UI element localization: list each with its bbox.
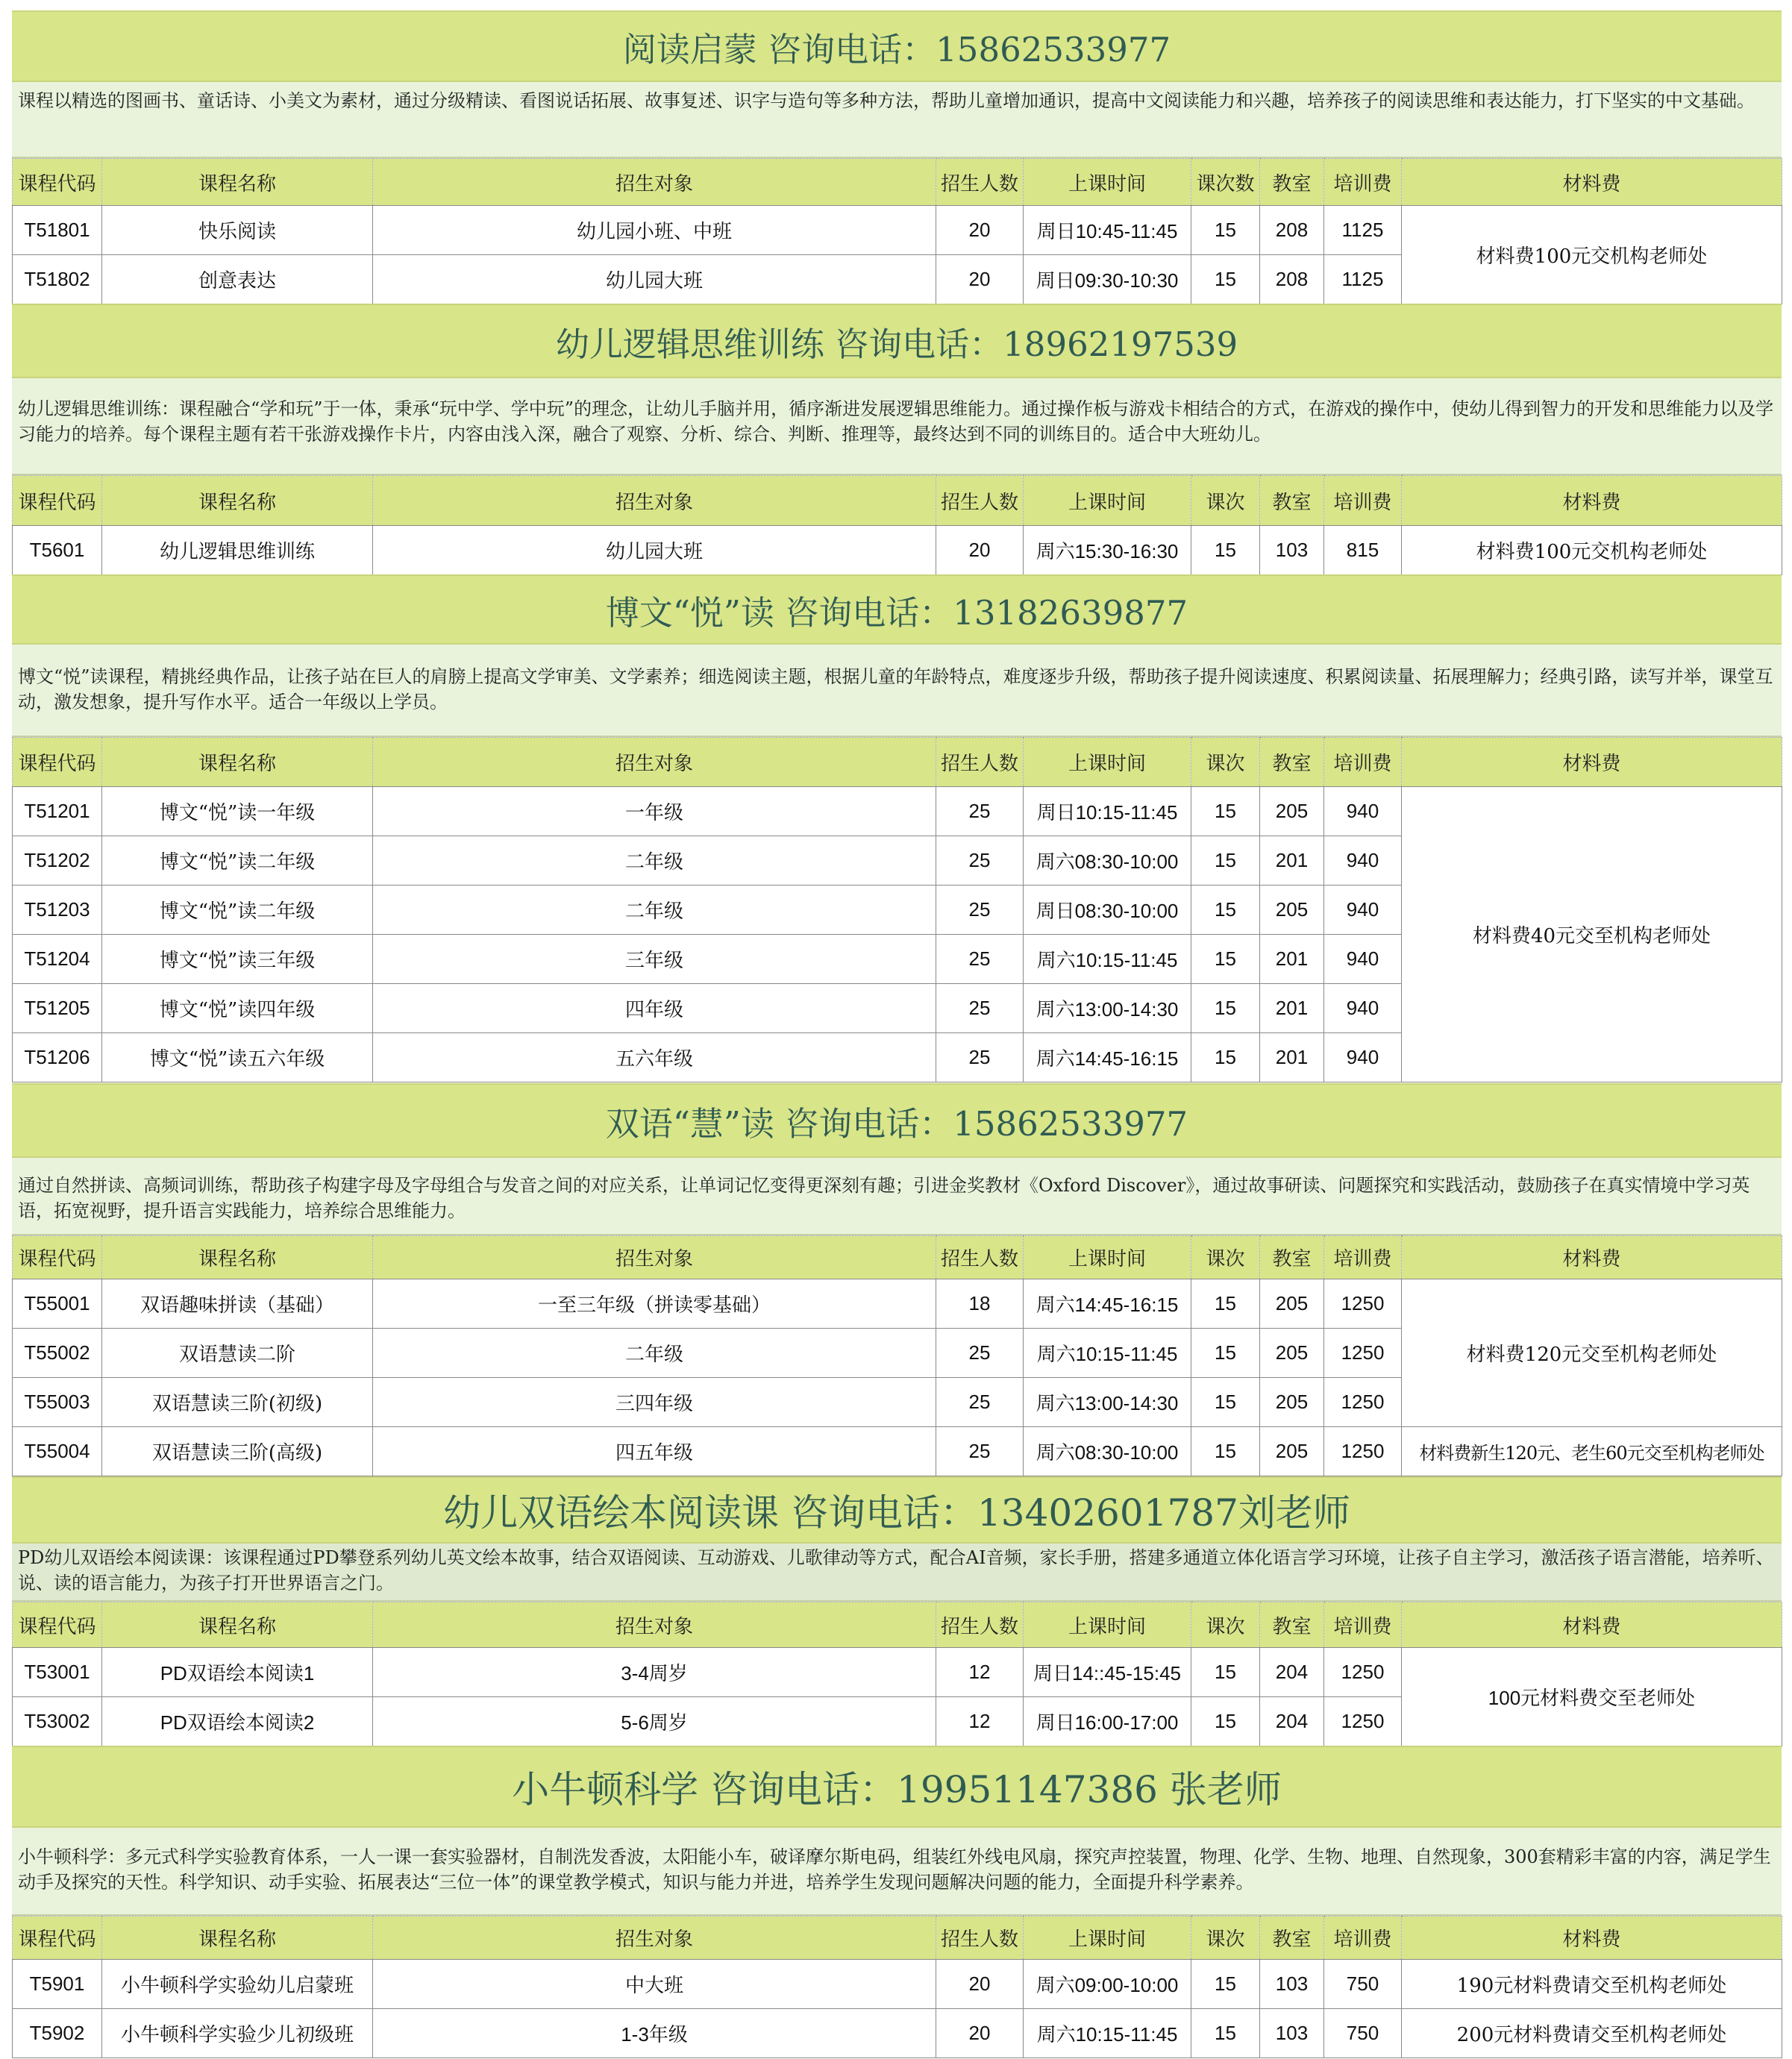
material-fee: 190元材料费请交至机构老师处 <box>1402 1960 1782 2009</box>
table-row <box>13 206 1782 255</box>
header-time: 上课时间 <box>1024 1236 1191 1279</box>
course-room: 201 <box>1260 1033 1324 1082</box>
header-name: 课程名称 <box>102 476 373 526</box>
header-room: 教室 <box>1260 1602 1324 1648</box>
course-table <box>12 475 1782 575</box>
course-code: T53002 <box>13 1697 102 1746</box>
course-time: 周日10:15-11:45 <box>1024 787 1191 836</box>
header-time: 上课时间 <box>1024 159 1191 206</box>
course-sessions: 15 <box>1191 206 1260 255</box>
course-count: 18 <box>936 1279 1024 1329</box>
course-fee: 815 <box>1324 526 1402 575</box>
course-fee: 940 <box>1324 935 1402 984</box>
course-target: 5-6周岁 <box>373 1697 936 1746</box>
course-sessions: 15 <box>1191 1648 1260 1697</box>
course-name: 博文“悦”读二年级 <box>102 836 373 886</box>
course-time: 周六15:30-16:30 <box>1024 526 1191 575</box>
course-count: 20 <box>936 206 1024 255</box>
section-description: 博文“悦”读课程，精挑经典作品，让孩子站在巨人的肩膀上提高文学审美、文学素养；细选阅读主题，根据儿童的年龄特点，难度逐步升级，帮助孩子提升阅读速度、积累阅读量、拓展理解力；经典引路，读写并举，课堂互动，激发想象，提升写作水平。适合一年级以上学员。 <box>12 645 1782 737</box>
header-target: 招生对象 <box>373 1917 936 1960</box>
course-sessions: 15 <box>1191 1033 1260 1082</box>
table-row <box>13 2009 1782 2058</box>
course-target: 1-3年级 <box>373 2009 936 2058</box>
course-sessions: 15 <box>1191 886 1260 935</box>
header-room: 教室 <box>1260 476 1324 526</box>
course-sessions: 15 <box>1191 526 1260 575</box>
course-table <box>12 1235 1782 1476</box>
course-sessions: 15 <box>1191 935 1260 984</box>
course-room: 205 <box>1260 886 1324 935</box>
course-room: 208 <box>1260 255 1324 304</box>
course-time: 周日14::45-15:45 <box>1024 1648 1191 1697</box>
header-room: 教室 <box>1260 738 1324 787</box>
header-room: 教室 <box>1260 1917 1324 1960</box>
course-name: 博文“悦”读一年级 <box>102 787 373 836</box>
course-code: T51801 <box>13 206 102 255</box>
course-target: 五六年级 <box>373 1033 936 1082</box>
course-target: 四年级 <box>373 984 936 1033</box>
section-title: 小牛顿科学 咨询电话：19951147386 张老师 <box>12 1746 1782 1828</box>
header-name: 课程名称 <box>102 159 373 206</box>
header-target: 招生对象 <box>373 1236 936 1279</box>
course-name: 小牛顿科学实验幼儿启蒙班 <box>102 1960 373 2009</box>
course-room: 201 <box>1260 836 1324 886</box>
header-count: 招生人数 <box>936 738 1024 787</box>
course-code: T51203 <box>13 886 102 935</box>
header-material: 材料费 <box>1402 1236 1782 1279</box>
course-sessions: 15 <box>1191 1697 1260 1746</box>
course-target: 四五年级 <box>373 1427 936 1476</box>
course-fee: 1250 <box>1324 1427 1402 1476</box>
course-time: 周六08:30-10:00 <box>1024 1427 1191 1476</box>
course-sessions: 15 <box>1191 255 1260 304</box>
header-fee: 培训费 <box>1324 1236 1402 1279</box>
header-room: 教室 <box>1260 1236 1324 1279</box>
course-name: 博文“悦”读五六年级 <box>102 1033 373 1082</box>
header-code: 课程代码 <box>13 1602 102 1648</box>
course-count: 12 <box>936 1648 1024 1697</box>
header-fee: 培训费 <box>1324 738 1402 787</box>
course-room: 204 <box>1260 1697 1324 1746</box>
course-name: 幼儿逻辑思维训练 <box>102 526 373 575</box>
course-room: 205 <box>1260 1427 1324 1476</box>
table-row <box>13 787 1782 836</box>
course-code: T55003 <box>13 1378 102 1427</box>
course-target: 二年级 <box>373 886 936 935</box>
course-fee: 750 <box>1324 2009 1402 2058</box>
course-name: 快乐阅读 <box>102 206 373 255</box>
course-table <box>12 1602 1782 1746</box>
course-name: 博文“悦”读三年级 <box>102 935 373 984</box>
course-time: 周六10:15-11:45 <box>1024 935 1191 984</box>
course-room: 103 <box>1260 1960 1324 2009</box>
course-time: 周六14:45-16:15 <box>1024 1279 1191 1329</box>
header-fee: 培训费 <box>1324 476 1402 526</box>
section-description: 小牛顿科学：多元式科学实验教育体系，一人一课一套实验器材，自制洗发香波，太阳能小车，破译摩尔斯电码，组装红外线电风扇，探究声控装置，物理、化学、生物、地理、自然现象，300套精彩丰富的内容，满足学生动手及探究的天性。科学知识、动手实验、拓展表达“三位一体”的课堂教学模式，知识与能力并进，培养学生发现问题解决问题的能力，全面提升科学素养。 <box>12 1828 1782 1916</box>
course-sessions: 15 <box>1191 787 1260 836</box>
material-fee: 100元材料费交至老师处 <box>1402 1648 1782 1746</box>
course-code: T51204 <box>13 935 102 984</box>
header-time: 上课时间 <box>1024 1602 1191 1648</box>
course-room: 103 <box>1260 526 1324 575</box>
header-fee: 培训费 <box>1324 1602 1402 1648</box>
header-time: 上课时间 <box>1024 476 1191 526</box>
course-table <box>12 737 1782 1082</box>
course-name: PD双语绘本阅读1 <box>102 1648 373 1697</box>
course-target: 中大班 <box>373 1960 936 2009</box>
table-row <box>13 526 1782 575</box>
course-sessions: 15 <box>1191 1427 1260 1476</box>
header-room: 教室 <box>1260 159 1324 206</box>
course-fee: 1250 <box>1324 1697 1402 1746</box>
course-room: 201 <box>1260 935 1324 984</box>
course-name: PD双语绘本阅读2 <box>102 1697 373 1746</box>
course-fee: 940 <box>1324 1033 1402 1082</box>
section-title: 阅读启蒙 咨询电话：15862533977 <box>12 10 1782 82</box>
header-name: 课程名称 <box>102 1917 373 1960</box>
header-name: 课程名称 <box>102 1602 373 1648</box>
course-count: 25 <box>936 984 1024 1033</box>
course-room: 208 <box>1260 206 1324 255</box>
course-room: 205 <box>1260 1378 1324 1427</box>
section-description: 幼儿逻辑思维训练：课程融合“学和玩”于一体，秉承“玩中学、学中玩”的理念，让幼儿手脑并用，循序渐进发展逻辑思维能力。通过操作板与游戏卡相结合的方式，在游戏的操作中，使幼儿得到智力的开发和思维能力以及学习能力的培养。每个课程主题有若干张游戏操作卡片，内容由浅入深，融合了观察、分析、综合、判断、推理等，最终达到不同的训练目的。适合中大班幼儿。 <box>12 378 1782 475</box>
material-fee: 材料费40元交至机构老师处 <box>1402 787 1782 1082</box>
course-count: 25 <box>936 1033 1024 1082</box>
header-target: 招生对象 <box>373 476 936 526</box>
course-count: 25 <box>936 935 1024 984</box>
header-name: 课程名称 <box>102 1236 373 1279</box>
course-name: 双语慧读二阶 <box>102 1329 373 1378</box>
course-table <box>12 158 1782 304</box>
course-room: 205 <box>1260 1279 1324 1329</box>
course-fee: 1125 <box>1324 206 1402 255</box>
course-room: 201 <box>1260 984 1324 1033</box>
course-fee: 750 <box>1324 1960 1402 2009</box>
course-name: 创意表达 <box>102 255 373 304</box>
header-material: 材料费 <box>1402 738 1782 787</box>
course-time: 周日08:30-10:00 <box>1024 886 1191 935</box>
course-time: 周六13:00-14:30 <box>1024 984 1191 1033</box>
course-time: 周六09:00-10:00 <box>1024 1960 1191 2009</box>
course-fee: 940 <box>1324 984 1402 1033</box>
section-description: PD幼儿双语绘本阅读课：该课程通过PD攀登系列幼儿英文绘本故事，结合双语阅读、互动游戏、儿歌律动等方式，配合AI音频，家长手册，搭建多通道立体化语言学习环境，让孩子自主学习，激活孩子语言潜能，培养听、说、读的语言能力，为孩子打开世界语言之门。 <box>12 1544 1782 1602</box>
section-description: 通过自然拼读、高频词训练，帮助孩子构建字母及字母组合与发音之间的对应关系，让单词记忆变得更深刻有趣；引进金奖教材《Oxford Discover》，通过故事研读、问题探究和实践活动，鼓励孩子在真实情境中学习英语，拓宽视野，提升语言实践能力，培养综合思维能力。 <box>12 1158 1782 1235</box>
course-time: 周六13:00-14:30 <box>1024 1378 1191 1427</box>
header-material: 材料费 <box>1402 1917 1782 1960</box>
header-fee: 培训费 <box>1324 159 1402 206</box>
course-code: T51201 <box>13 787 102 836</box>
header-material: 材料费 <box>1402 1602 1782 1648</box>
header-target: 招生对象 <box>373 159 936 206</box>
header-code: 课程代码 <box>13 1917 102 1960</box>
course-fee: 940 <box>1324 787 1402 836</box>
header-time: 上课时间 <box>1024 1917 1191 1960</box>
course-table <box>12 1916 1782 2058</box>
course-count: 25 <box>936 1427 1024 1476</box>
course-time: 周六08:30-10:00 <box>1024 836 1191 886</box>
course-count: 25 <box>936 836 1024 886</box>
course-time: 周六10:15-11:45 <box>1024 1329 1191 1378</box>
header-sessions: 课次 <box>1191 1917 1260 1960</box>
course-target: 一年级 <box>373 787 936 836</box>
table-row <box>13 1427 1782 1476</box>
course-sessions: 15 <box>1191 1960 1260 2009</box>
course-time: 周六14:45-16:15 <box>1024 1033 1191 1082</box>
course-fee: 1125 <box>1324 255 1402 304</box>
course-target: 二年级 <box>373 836 936 886</box>
course-name: 双语趣味拼读（基础） <box>102 1279 373 1329</box>
course-room: 204 <box>1260 1648 1324 1697</box>
course-time: 周日09:30-10:30 <box>1024 255 1191 304</box>
section-title: 博文“悦”读 咨询电话：13182639877 <box>12 574 1782 645</box>
course-count: 20 <box>936 255 1024 304</box>
course-time: 周六10:15-11:45 <box>1024 2009 1191 2058</box>
header-count: 招生人数 <box>936 1917 1024 1960</box>
course-target: 幼儿园大班 <box>373 255 936 304</box>
course-name: 双语慧读三阶(初级) <box>102 1378 373 1427</box>
header-time: 上课时间 <box>1024 738 1191 787</box>
course-time: 周日16:00-17:00 <box>1024 1697 1191 1746</box>
material-fee: 材料费120元交至机构老师处 <box>1402 1279 1782 1427</box>
course-sessions: 15 <box>1191 2009 1260 2058</box>
course-target: 二年级 <box>373 1329 936 1378</box>
section-description: 课程以精选的图画书、童话诗、小美文为素材，通过分级精读、看图说话拓展、故事复述、识字与造句等多种方法，帮助儿童增加通识，提高中文阅读能力和兴趣，培养孩子的阅读思维和表达能力，打下坚实的中文基础。 <box>12 82 1782 158</box>
course-target: 幼儿园大班 <box>373 526 936 575</box>
course-fee: 1250 <box>1324 1648 1402 1697</box>
course-code: T55002 <box>13 1329 102 1378</box>
header-fee: 培训费 <box>1324 1917 1402 1960</box>
course-sessions: 15 <box>1191 984 1260 1033</box>
header-sessions: 课次 <box>1191 1236 1260 1279</box>
course-fee: 940 <box>1324 886 1402 935</box>
course-count: 25 <box>936 1329 1024 1378</box>
header-name: 课程名称 <box>102 738 373 787</box>
header-sessions: 课次 <box>1191 476 1260 526</box>
course-sessions: 15 <box>1191 1279 1260 1329</box>
course-name: 博文“悦”读四年级 <box>102 984 373 1033</box>
course-name: 博文“悦”读二年级 <box>102 886 373 935</box>
header-count: 招生人数 <box>936 1602 1024 1648</box>
course-sessions: 15 <box>1191 1378 1260 1427</box>
header-code: 课程代码 <box>13 159 102 206</box>
course-count: 25 <box>936 886 1024 935</box>
header-code: 课程代码 <box>13 738 102 787</box>
course-code: T51202 <box>13 836 102 886</box>
course-code: T53001 <box>13 1648 102 1697</box>
course-room: 103 <box>1260 2009 1324 2058</box>
header-material: 材料费 <box>1402 159 1782 206</box>
course-code: T5901 <box>13 1960 102 2009</box>
course-room: 205 <box>1260 1329 1324 1378</box>
course-fee: 1250 <box>1324 1378 1402 1427</box>
course-code: T5902 <box>13 2009 102 2058</box>
course-target: 一至三年级（拼读零基础） <box>373 1279 936 1329</box>
course-count: 25 <box>936 787 1024 836</box>
course-target: 三四年级 <box>373 1378 936 1427</box>
course-count: 20 <box>936 1960 1024 2009</box>
table-row <box>13 1279 1782 1329</box>
material-fee: 材料费100元交机构老师处 <box>1402 526 1782 575</box>
header-code: 课程代码 <box>13 476 102 526</box>
course-fee: 940 <box>1324 836 1402 886</box>
section-title: 幼儿双语绘本阅读课 咨询电话：13402601787刘老师 <box>12 1476 1782 1544</box>
course-count: 12 <box>936 1697 1024 1746</box>
course-count: 25 <box>936 1378 1024 1427</box>
course-name: 双语慧读三阶(高级) <box>102 1427 373 1476</box>
header-count: 招生人数 <box>936 476 1024 526</box>
material-fee: 材料费100元交机构老师处 <box>1402 206 1782 304</box>
course-fee: 1250 <box>1324 1329 1402 1378</box>
course-sessions: 15 <box>1191 836 1260 886</box>
course-fee: 1250 <box>1324 1279 1402 1329</box>
course-name: 小牛顿科学实验少儿初级班 <box>102 2009 373 2058</box>
table-row <box>13 1648 1782 1697</box>
course-code: T5601 <box>13 526 102 575</box>
course-room: 205 <box>1260 787 1324 836</box>
material-fee: 材料费新生120元、老生60元交至机构老师处 <box>1402 1427 1782 1476</box>
course-count: 20 <box>936 526 1024 575</box>
header-target: 招生对象 <box>373 738 936 787</box>
header-count: 招生人数 <box>936 1236 1024 1279</box>
course-time: 周日10:45-11:45 <box>1024 206 1191 255</box>
course-code: T51206 <box>13 1033 102 1082</box>
section-title: 幼儿逻辑思维训练 咨询电话：18962197539 <box>12 304 1782 378</box>
course-code: T55004 <box>13 1427 102 1476</box>
course-code: T51802 <box>13 255 102 304</box>
course-target: 幼儿园小班、中班 <box>373 206 936 255</box>
header-sessions: 课次 <box>1191 738 1260 787</box>
table-row <box>13 1960 1782 2009</box>
header-sessions: 课次数 <box>1191 159 1260 206</box>
header-sessions: 课次 <box>1191 1602 1260 1648</box>
course-sessions: 15 <box>1191 1329 1260 1378</box>
course-target: 三年级 <box>373 935 936 984</box>
header-material: 材料费 <box>1402 476 1782 526</box>
section-title: 双语“慧”读 咨询电话：15862533977 <box>12 1083 1782 1158</box>
course-code: T51205 <box>13 984 102 1033</box>
course-code: T55001 <box>13 1279 102 1329</box>
course-count: 20 <box>936 2009 1024 2058</box>
course-target: 3-4周岁 <box>373 1648 936 1697</box>
header-count: 招生人数 <box>936 159 1024 206</box>
material-fee: 200元材料费请交至机构老师处 <box>1402 2009 1782 2058</box>
header-code: 课程代码 <box>13 1236 102 1279</box>
header-target: 招生对象 <box>373 1602 936 1648</box>
